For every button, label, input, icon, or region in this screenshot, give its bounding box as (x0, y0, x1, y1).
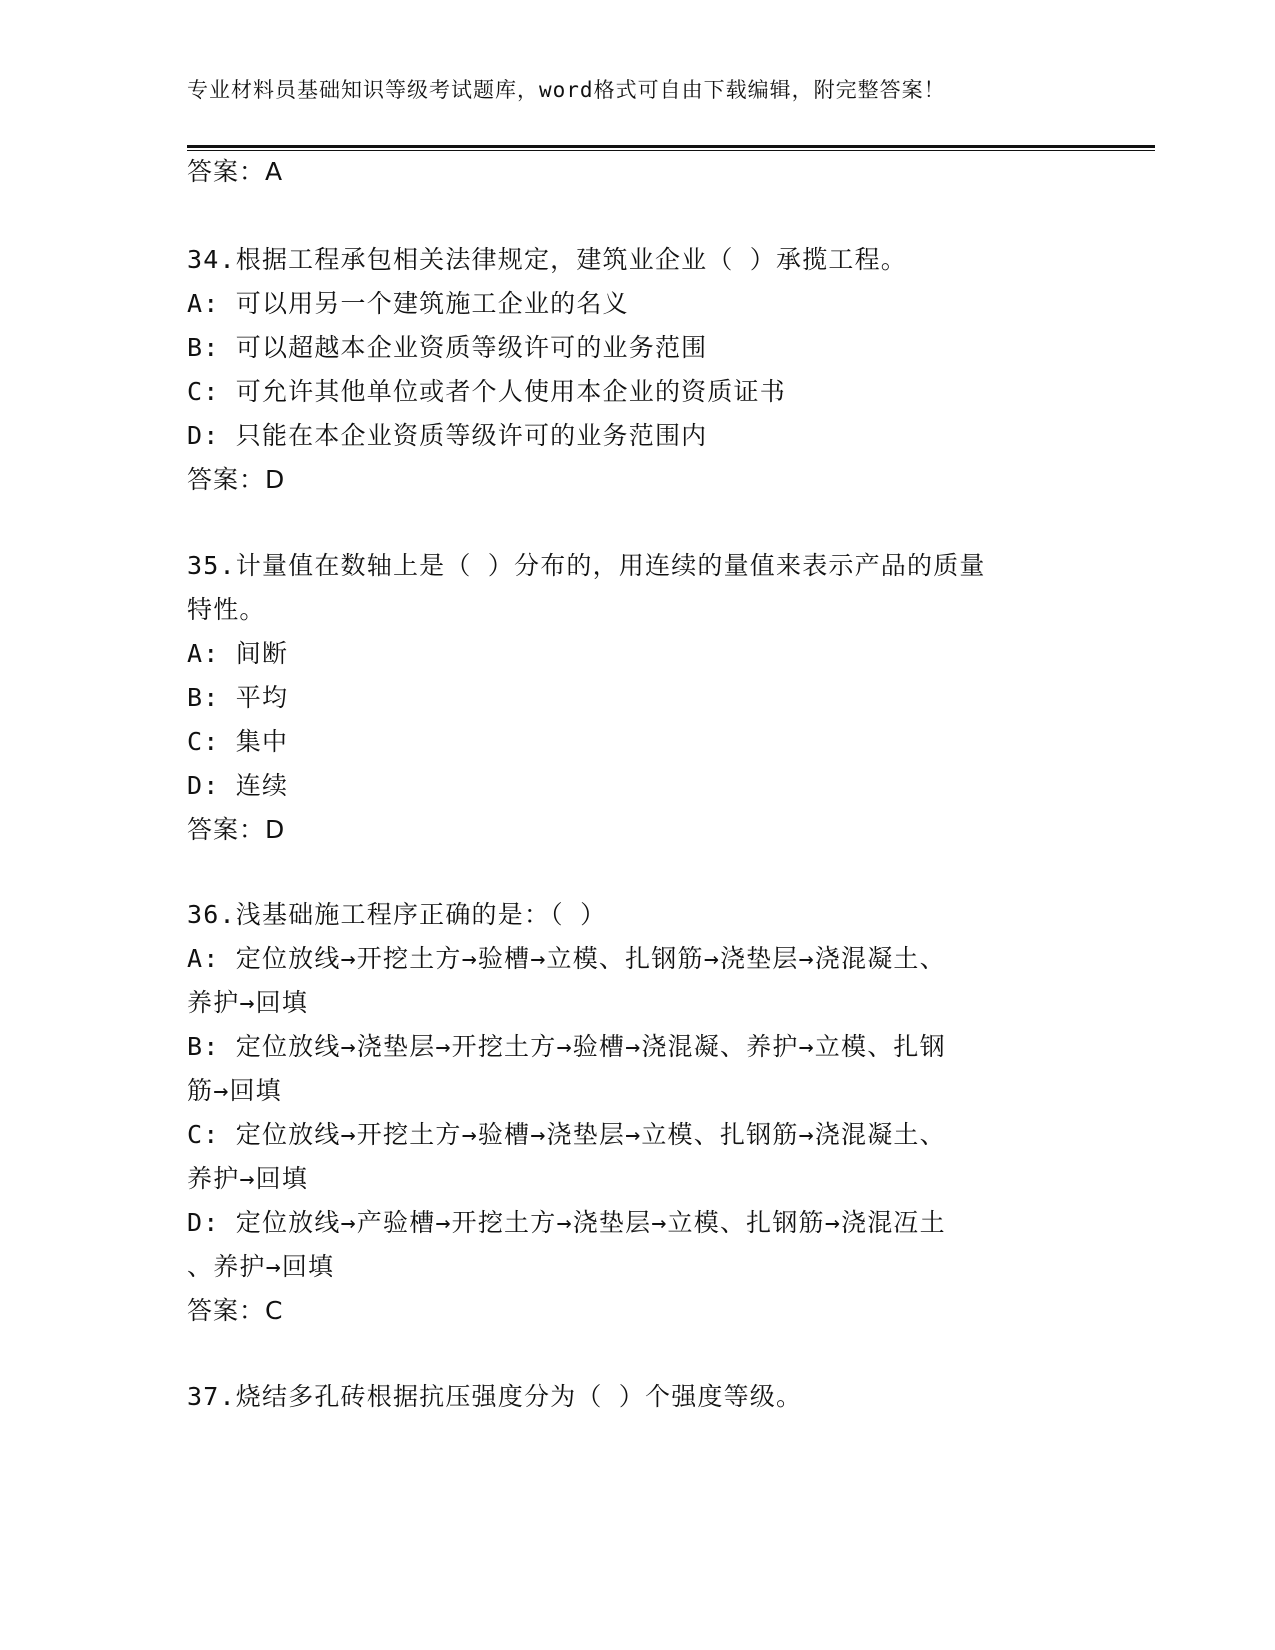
option-line: B: 可以超越本企业资质等级许可的业务范围 (187, 333, 708, 362)
option-line: B: 平均 (187, 683, 289, 712)
option-line: D: 只能在本企业资质等级许可的业务范围内 (187, 421, 708, 450)
question-line: 36.浅基础施工程序正确的是：（ ） (187, 900, 607, 929)
option-line: 养护→回填 (187, 988, 309, 1017)
option-line: C: 可允许其他单位或者个人使用本企业的资质证书 (187, 377, 786, 406)
option-line: A: 定位放线→开挖土方→验槽→立模、扎钢筋→浇垫层→浇混凝土、 (187, 944, 946, 973)
option-line: A: 可以用另一个建筑施工企业的名义 (187, 289, 629, 318)
answer-line: 答案：A (187, 157, 284, 186)
question-line: 34.根据工程承包相关法律规定，建筑业企业（ ）承揽工程。 (187, 245, 908, 274)
answer-line: 答案：C (187, 1296, 284, 1325)
option-line: B: 定位放线→浇垫层→开挖土方→验槽→浇混凝、养护→立模、扎钢 (187, 1032, 946, 1061)
answer-line: 答案：D (187, 815, 286, 844)
question-line: 37.烧结多孔砖根据抗压强度分为（ ）个强度等级。 (187, 1382, 803, 1411)
answer-line: 答案：D (187, 465, 286, 494)
header-rule-thick (187, 145, 1155, 148)
question-line: 35.计量值在数轴上是（ ）分布的，用连续的量值来表示产品的质量 (187, 551, 986, 580)
option-line: C: 定位放线→开挖土方→验槽→浇垫层→立模、扎钢筋→浇混凝土、 (187, 1120, 946, 1149)
option-line: 筋→回填 (187, 1076, 282, 1105)
option-line: D: 定位放线→产验槽→开挖土方→浇垫层→立模、扎钢筋→浇混冱土 (187, 1208, 946, 1237)
page-header: 专业材料员基础知识等级考试题库，word格式可自由下载编辑，附完整答案！ (187, 78, 946, 102)
question-line: 特性。 (187, 595, 266, 624)
option-line: C: 集中 (187, 727, 289, 756)
option-line: D: 连续 (187, 771, 289, 800)
option-line: A: 间断 (187, 639, 289, 668)
option-line: 养护→回填 (187, 1164, 309, 1193)
option-line: 、养护→回填 (187, 1252, 335, 1281)
header-rule-thin (187, 150, 1155, 151)
